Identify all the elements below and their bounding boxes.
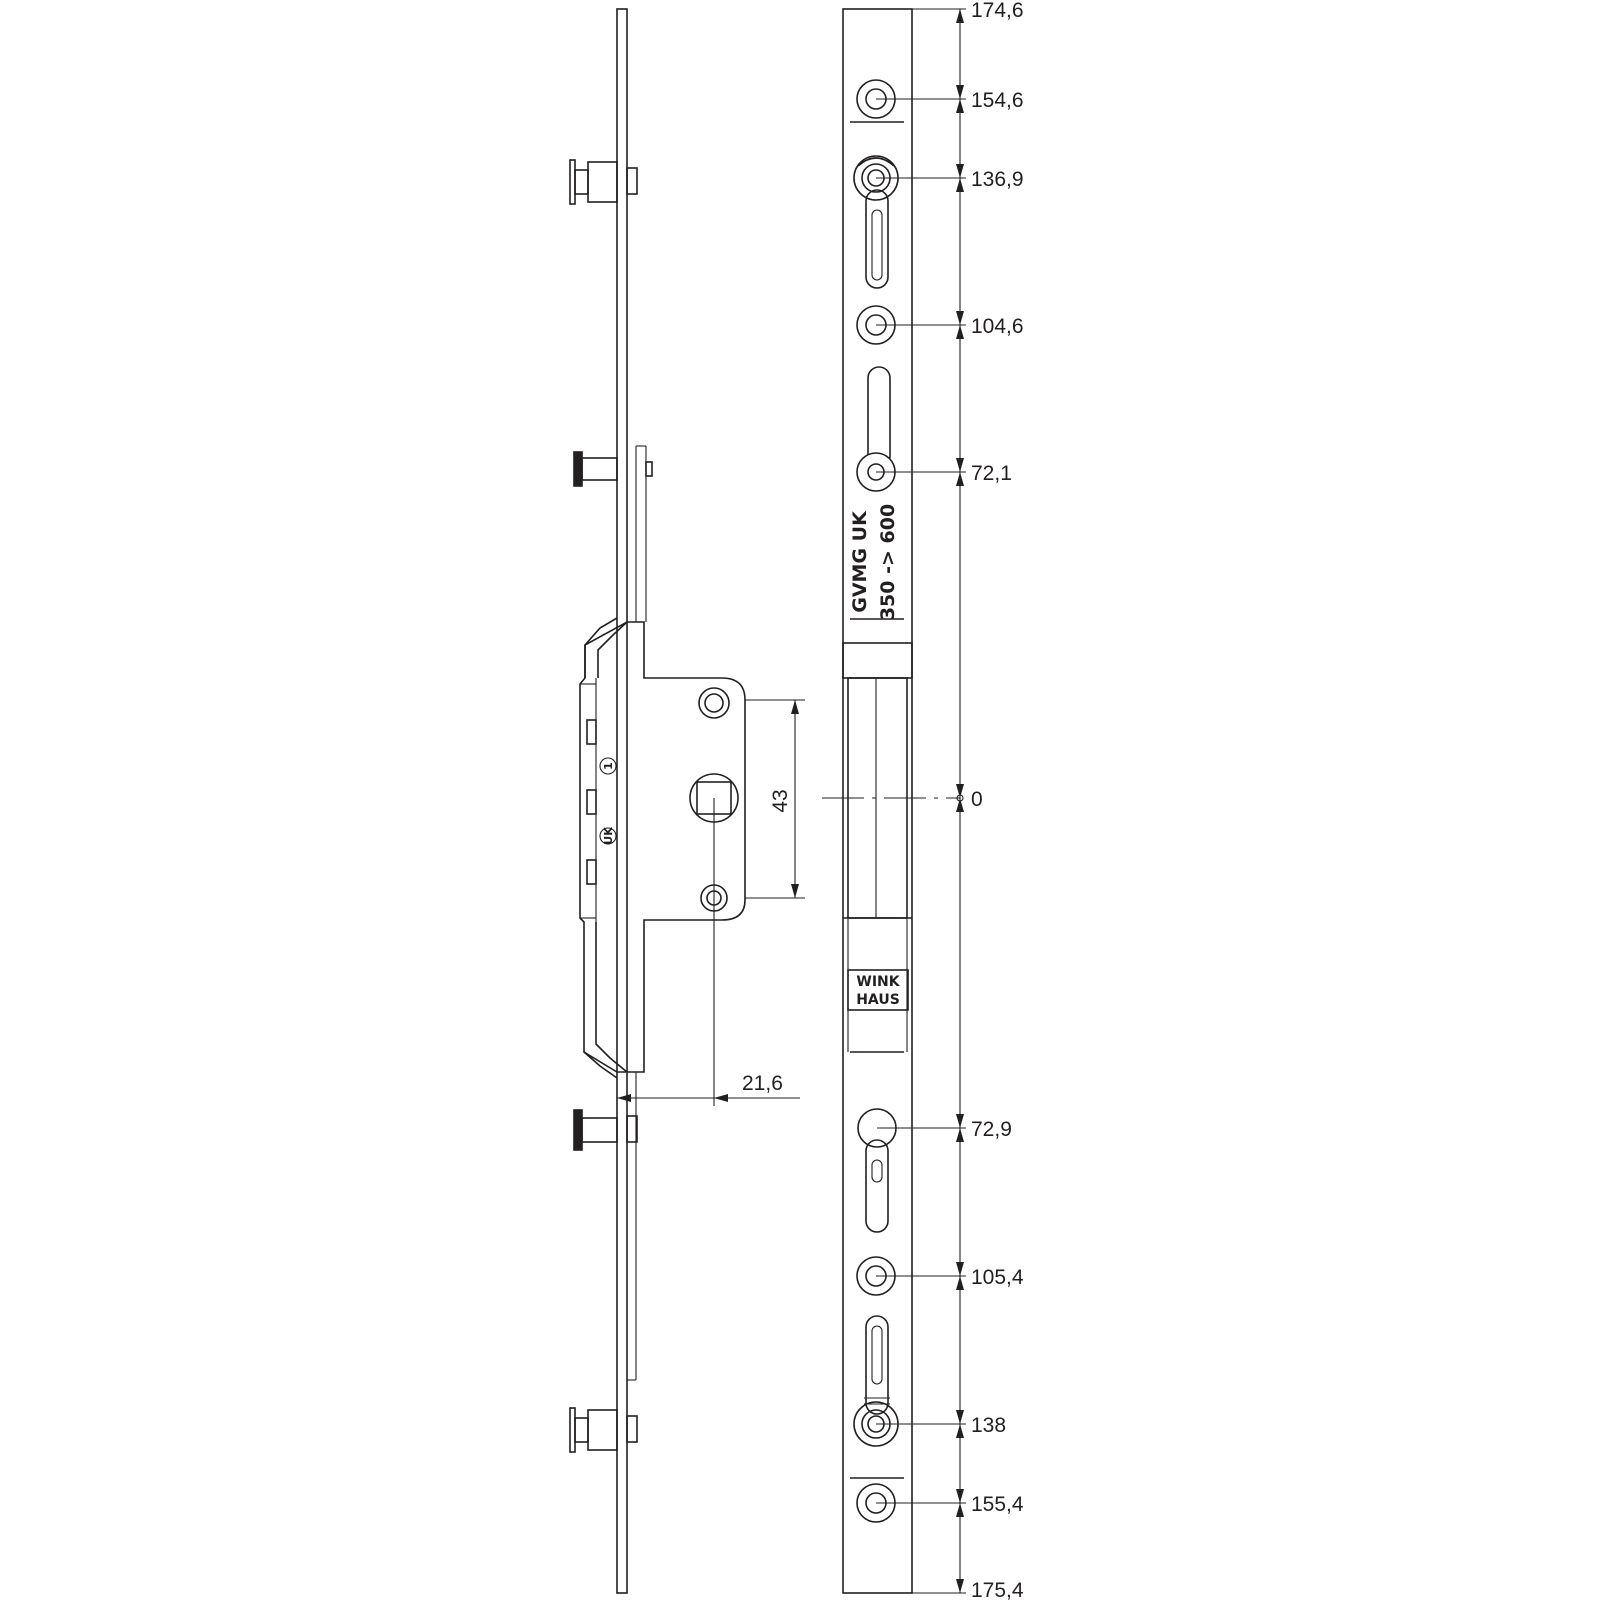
front-faceplate [843,9,912,1593]
dim-label-105-4: 105,4 [971,1266,1024,1289]
front-view [822,9,963,1593]
uk-mark-text: UK [602,827,615,845]
dim-label-138: 138 [971,1414,1007,1437]
dim-label-175-4: 175,4 [971,1579,1024,1600]
brand-line2: HAUS [856,992,900,1008]
side-faceplate [617,9,627,1593]
dim-label-zero: 0 [971,788,983,811]
dim-label-72-1: 72,1 [971,462,1012,485]
side-view [570,9,805,1593]
dim-label-155-4: 155,4 [971,1493,1024,1516]
product-label-line2: 350 -> 600 [877,503,899,621]
dim-label-174-6: 174,6 [971,0,1024,22]
dim-label-154-6: 154,6 [971,89,1024,112]
dim-label-104-6: 104,6 [971,315,1024,338]
product-label-line1: GVMG UK [849,511,871,613]
dim-43-text: 43 [769,789,792,813]
dim-label-72-9: 72,9 [971,1118,1012,1141]
circle-mark-text: 1 [602,762,615,770]
dim-label-136-9: 136,9 [971,168,1024,191]
dimension-chain [876,0,1024,1600]
side-pin-2 [574,452,652,486]
dim-21-6-text: 21,6 [742,1072,783,1095]
housing-screw-top [699,688,729,718]
brand-line1: WINK [856,974,900,990]
